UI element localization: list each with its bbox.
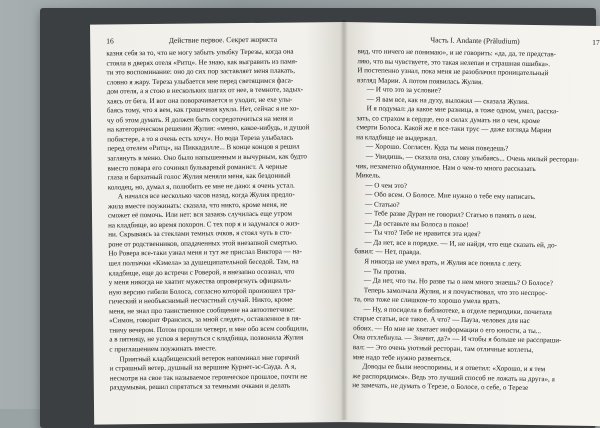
text-line: — Да нет, все в порядке. — И, не найдя, что еще сказать ей, до- [364, 238, 557, 250]
text-line: кладбище, еще до встречи с Роверой, я внезапно осознал, что [108, 267, 295, 278]
text-line: Приятный кладбищенский ветерок напоминал мне горячий [119, 352, 300, 363]
text-line: — Обо всем. О Болосе. Мне нужно о тебе ему написать. [365, 190, 536, 202]
left-page-header [90, 22, 344, 50]
open-book [40, 8, 600, 428]
text-line: — Увидишь, — сказала она, слову улыбаясь... Очень милый ресторан- [365, 152, 579, 164]
text-line: хаясь от бега. И вот она поворачивается и уходит, не ехе улы- [106, 95, 293, 106]
text-line: на кладбище не выдержал. [356, 133, 438, 143]
text-line: взгляд Марии. А потом появилась Жулия. [357, 75, 484, 86]
text-line: — Ты что? Тебе не нравится эта идея? [364, 228, 481, 239]
text-line: побистере, а то я очень есть хочу». Но вода Тереза улыбалась [107, 133, 294, 144]
text-line: зать, со страхом в сердце, ею я силах думать ни о чем, кроме [356, 114, 540, 125]
text-line: — Хорошо. Согласен. Куда ты меня поведешь? [365, 142, 509, 154]
text-line: казня себя за то, что не могу забыть улыбку Терезы, когда она [106, 47, 294, 58]
text-line: ную версию гибели Болоса, согласно которой произошел тра- [108, 286, 296, 297]
text-line: перед отелем «Ритц», на Пиккадилле... В конце концов я решил [107, 142, 300, 153]
text-line: Доводы ее были неоспоримы, и я ответил: «Хорошо, и я тем [362, 362, 546, 374]
text-line: глаза и бархатный голос Жулия меняли меня, как бездонный [107, 171, 291, 182]
text-line: Я никогда не умел врать, и Жулия все поняла с лету. [364, 257, 522, 268]
right-page-number: 17 [592, 37, 600, 48]
text-line: Микель. [355, 171, 381, 180]
text-line: мне надо тебе нужно развеяться. [352, 352, 452, 363]
text-line: шел полпачки «Кэмела» за душещипательной беседой. Там, на [108, 257, 299, 268]
text-line: обоих. — Но мне не хватает информации о его юности, а ты... [353, 324, 542, 335]
right-page-running-title: Часть I. Andante (Prãludium) [430, 35, 520, 46]
text-line: стояла в дверях отеля «Ритц». Не знаю, как выгравить из памя- [106, 57, 298, 68]
text-line: — Статью? [365, 200, 400, 209]
text-line: дом отеля, а я стою в нескольких шагах от нее, в темноте, задых- [106, 85, 304, 96]
text-line: не замечать, не думать о Терезе, о Болосе, о себе, о Терезе [352, 381, 529, 393]
text-line: вместо повара его сочинял бульварный романист. А черные [107, 162, 288, 173]
text-line: словно я жару. Тереза улыбается мне перед светящимся фаса- [106, 76, 294, 87]
left-page-running-title: Действие первое. Секрет жориста [168, 34, 278, 45]
book-spine [340, 20, 348, 420]
text-line: раздумывая, решил спрятаться за темными очками и делать [109, 381, 291, 392]
text-line: — Да нет, что ты. Но разве ты о нем много знаешь? О Болосе? [363, 276, 553, 288]
text-line: та, она тоже не слишком-то хорошо умела врать. [353, 295, 501, 306]
text-line: гический и необъяснимый несчастный случай. Никто, кроме [108, 295, 293, 306]
text-line: — Я вам все, как на духу, выложил — сказала Жулия. [366, 95, 529, 106]
text-line: и страшный ветер, душный на вершине Курнет-эс-Сауда. А я, [109, 362, 297, 373]
text-line: колодец, но, думал я, полюбить ее мне не дано: я очень устал. [107, 181, 295, 192]
text-line: — Ну, я посидела в библиотеке, в отделе периодики, почитала [363, 305, 552, 317]
text-line: И я подумал: да какое мне разница, в тоже одном, умел, расска- [366, 104, 559, 116]
right-page-text [338, 47, 600, 395]
text-line: у меня никогда не хватит мужества опровергнуть официаль- [108, 276, 292, 287]
text-line: баясь тому, что я вем, как грашечная кукла. Нет, сейчас я не хо- [106, 104, 299, 115]
text-line: смерти Болоса. Какой же я все-таки трус — даже взгляда Марии [356, 123, 552, 135]
text-line: заглянуть в меню. Оно было напышенным и вычурным, как будто [107, 152, 307, 163]
text-line: же распорядимся». Ведь это лучший способ не ложать на друга», а [352, 371, 555, 383]
text-line: ляю, что вы чувствуете, это такая нелепая и страшная ошибка». [357, 56, 551, 68]
text-line: на кладбище, во время похорон. С тех пор я и задумался о жиз- [108, 219, 300, 230]
text-line: вал: — Это очень уютный ресторан, там отличные котлеты, [352, 343, 534, 354]
text-line: с приглашением поужинать вместе. [109, 344, 217, 354]
text-line: тничу вечером. Потом прошли четверг, и мне обо всем сообщили, [109, 324, 309, 335]
text-line: роне от родственников, опадаченных этой внезапной смертью. [108, 238, 298, 249]
text-line: — И что это за условие? [366, 85, 441, 95]
text-line: «Симон, говорит Франсиск, за мной следят», оставленное в пя- [109, 314, 301, 325]
text-line: меня, не знал про таинственное сообщение на автоответчике: [108, 305, 296, 316]
text-line: жила вместе поужинать: сказала, что никто, кроме меня, не [107, 200, 288, 211]
text-line: а в пятницу, не успов я вернуться с кладбища, позвонила Жулия [109, 333, 304, 344]
text-line: ни. Скрываясь за стеклами темных очков, я стоял чуть в сто- [108, 228, 292, 239]
text-line: несмотря на свое так называемое героическое прошлое, почти не [109, 371, 308, 383]
text-line: на категорическом решении Жулия: «меню, какое-нибудь, и душой [107, 123, 310, 134]
text-line: вид, что ничего не понимаю», и не говорить: «да, да, те представ- [357, 47, 557, 59]
left-page-number: 16 [106, 36, 114, 46]
text-line: И постепенно узнал, пока меня не разоблачил проницательный [357, 66, 549, 78]
text-line: — Тебе разве Дуран не говорил? Статью в память о нем. [364, 209, 537, 221]
text-line: — Да оставьте вы Болоса в покое! [364, 219, 469, 229]
left-page [90, 22, 348, 425]
left-page-text [90, 47, 348, 393]
text-line: сможет её помочь. Или нет: вся зазаязь случилась еще утром [107, 209, 293, 220]
text-line: чик, незаметно обдуманное. Нам о чем-то много рассказать [355, 161, 536, 173]
text-line: Она отхлебнула. — Значит, да?» — И чтобы я больше не расспраши- [352, 333, 562, 345]
text-line: ти это воспоминание: оно до сих пор заставляет меня плакать, [106, 66, 296, 77]
right-page [338, 22, 600, 426]
text-line: — О чем это? [365, 181, 407, 190]
text-line: Но Ровера все-таки узнал меня и тут же прислал Виктора — на- [108, 247, 302, 258]
text-line: бавил: — Нет, правда. [354, 247, 422, 257]
text-line: чу об этом думать. Я должен быть сосредоточиться на меня и [106, 114, 293, 125]
text-line: Теперь замолчала Жулия, и я почувствовал, что это неспрос- [363, 286, 548, 297]
text-line: — Ты против. [364, 266, 407, 276]
text-line: А начался все несколько часов назад, когда Жулия предло- [117, 190, 295, 201]
text-line: старые статьи, все такое. А что? — Пауза, человек для нас [353, 314, 530, 326]
